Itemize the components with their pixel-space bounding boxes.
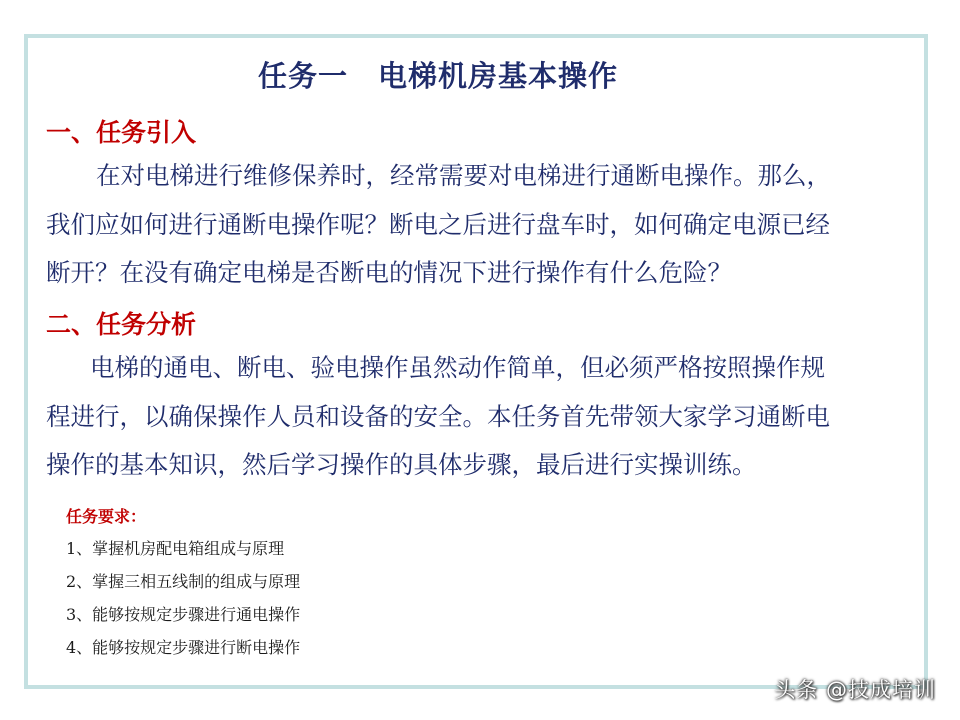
section-heading-analysis: 二、任务分析 <box>46 310 197 339</box>
requirements-list <box>66 532 300 664</box>
requirements-title: 任务要求： <box>66 507 147 526</box>
requirement-item: 3、能够按规定步骤进行通电操作 <box>66 605 301 624</box>
section-paragraph-intro <box>46 152 916 298</box>
section-heading-intro: 一、任务引入 <box>46 118 197 147</box>
paragraph-line: 我们应如何进行通断电操作呢？断电之后进行盘车时，如何确定电源已经 <box>46 209 830 239</box>
page-title: 任务一 电梯机房基本操作 <box>258 59 619 93</box>
paragraph-line: 电梯的通电、断电、验电操作虽然动作简单，但必须严格按照操作规 <box>90 353 825 382</box>
paragraph-line: 在对电梯进行维修保养时，经常需要对电梯进行通断电操作。那么， <box>96 161 831 190</box>
watermark: 头条 @技成培训 <box>774 678 936 702</box>
paragraph-line: 操作的基本知识，然后学习操作的具体步骤，最后进行实操训练。 <box>46 450 757 479</box>
requirement-item: 4、能够按规定步骤进行断电操作 <box>66 638 301 657</box>
section-paragraph-analysis <box>46 344 916 490</box>
requirement-item: 2、掌握三相五线制的组成与原理 <box>66 572 301 591</box>
paragraph-line: 程进行，以确保操作人员和设备的安全。本任务首先带领大家学习通断电 <box>46 401 830 431</box>
requirement-item: 1、掌握机房配电箱组成与原理 <box>66 539 285 558</box>
paragraph-line: 断开？在没有确定电梯是否断电的情况下进行操作有什么危险？ <box>46 258 732 287</box>
